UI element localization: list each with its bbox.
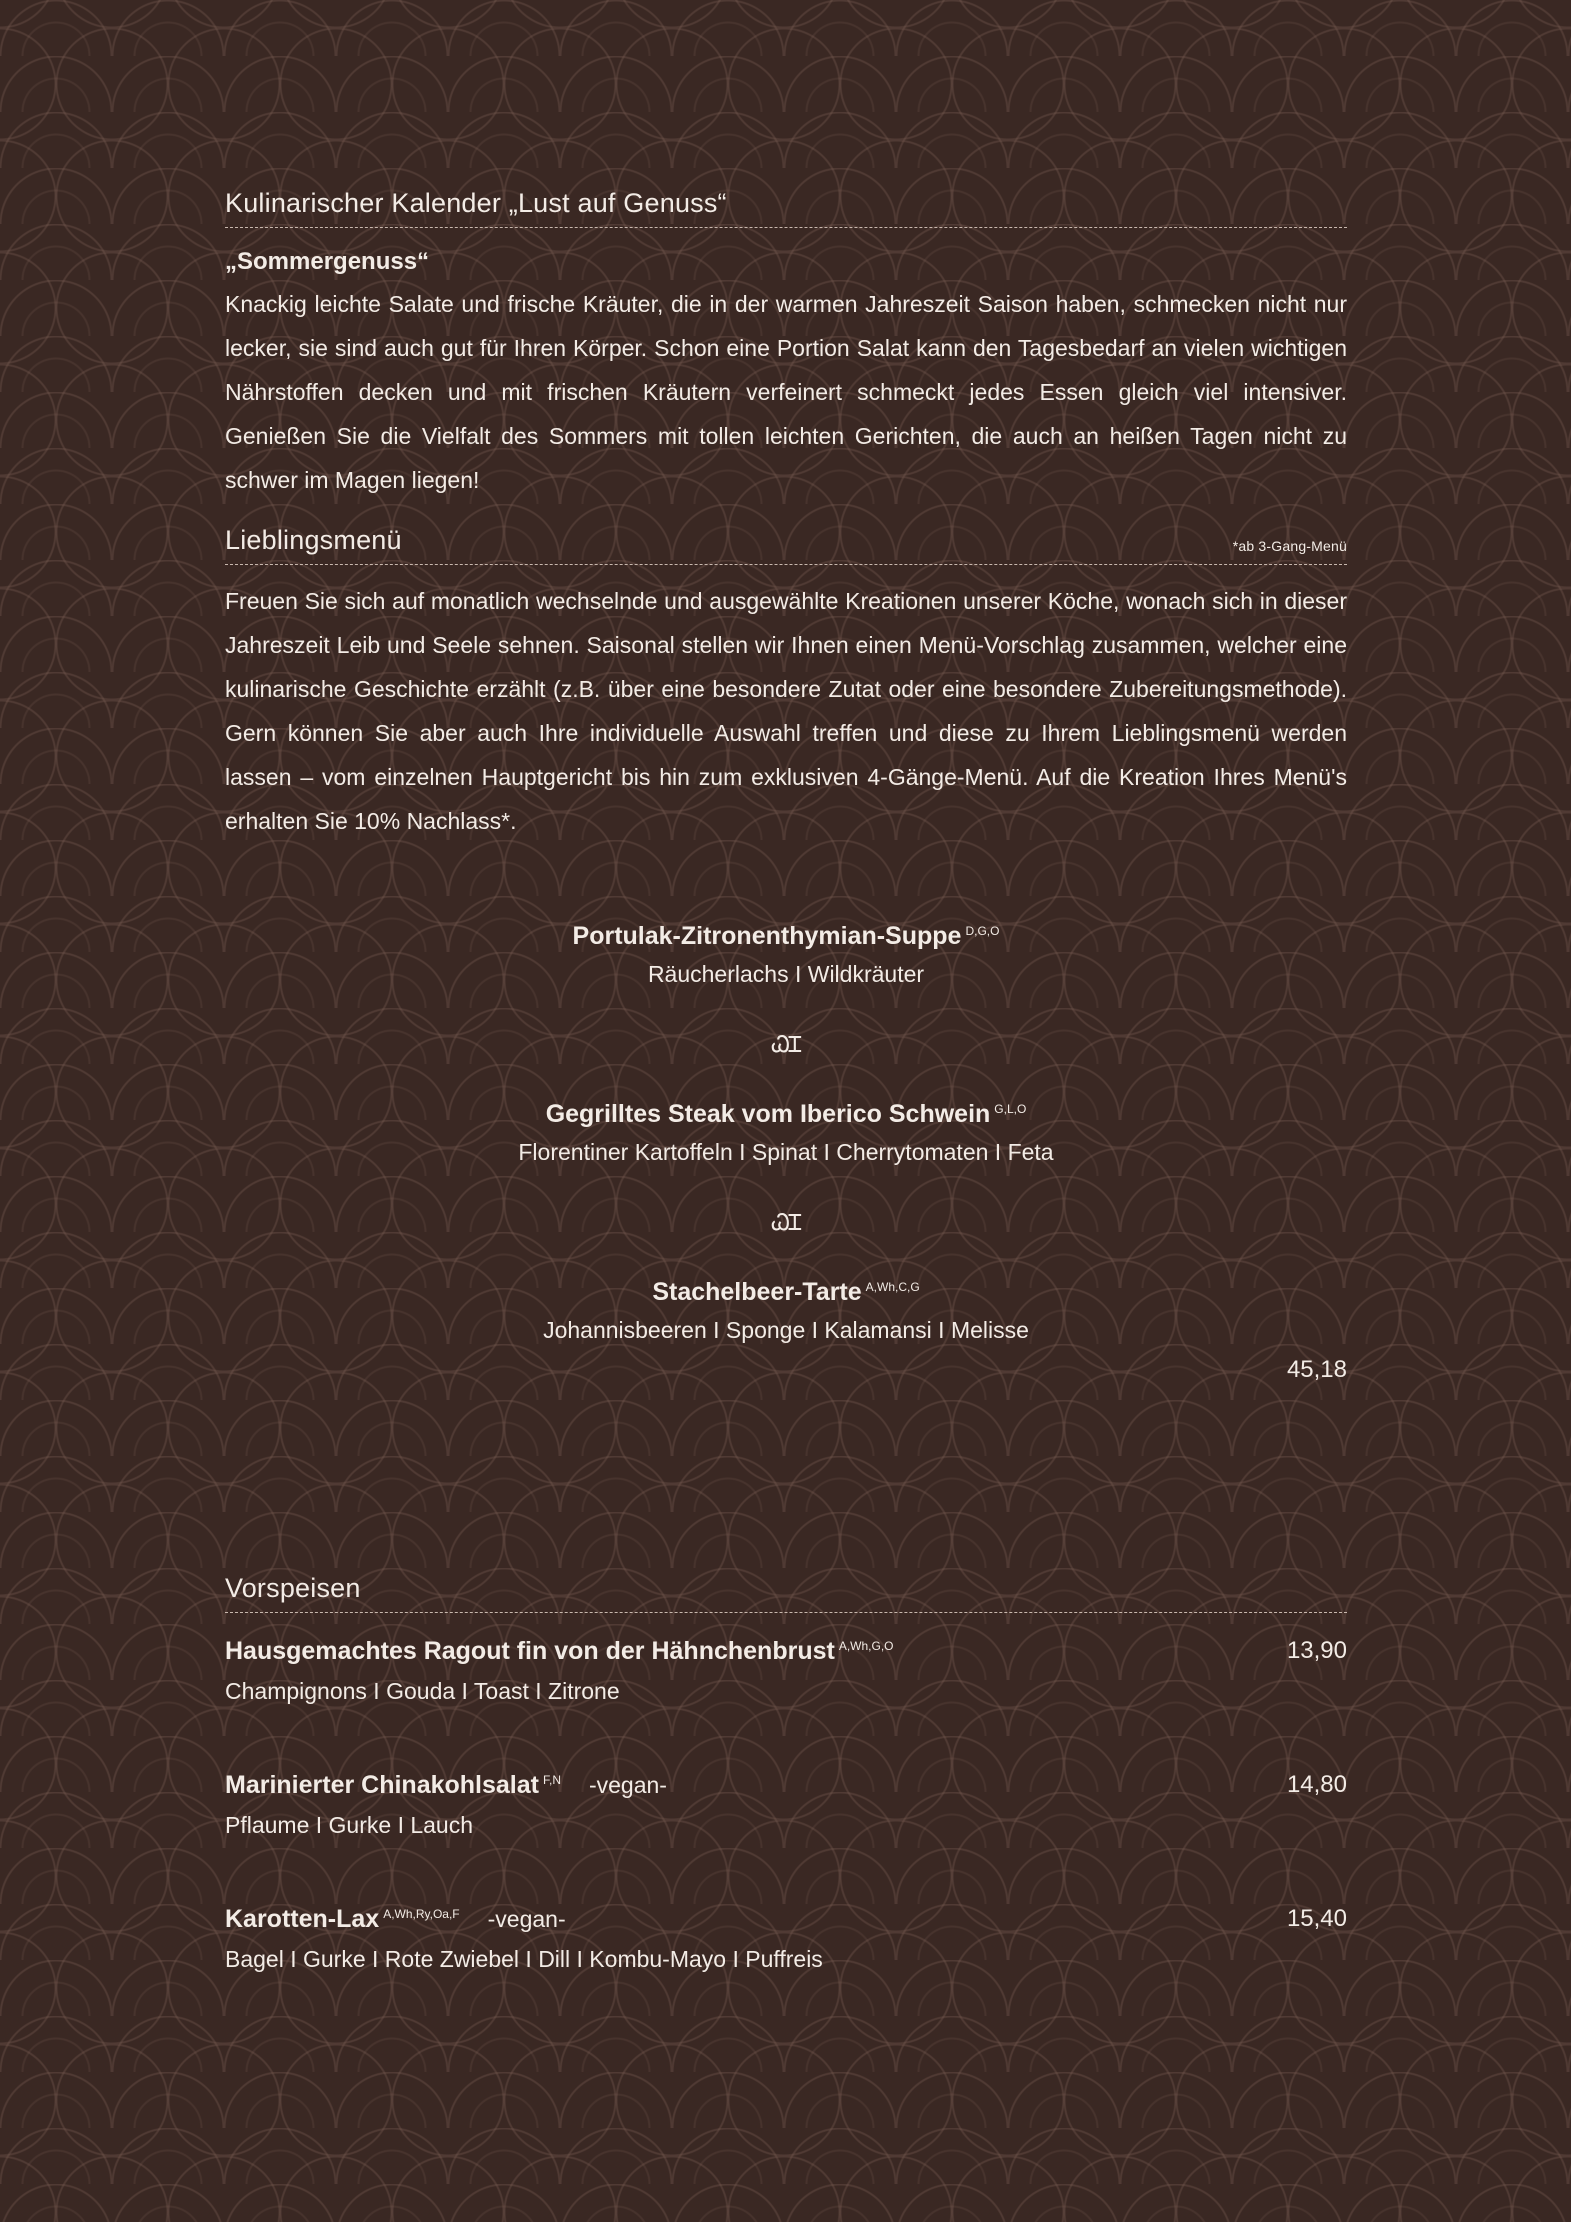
dish-name: Marinierter Chinakohlsalat $^{F,N}$ -vegan-	[225, 1771, 667, 1799]
kalender-text: Knackig leichte Salate und frische Kräuter, die in der warmen Jahreszeit Saison haben, schmecken nicht nur lecker, sie sind auch gut für Ihren Körper. Schon eine Portion Salat kann den Tagesbedarf an vielen wichtigen Nährstoffen decken und mit frischen Kräutern verfeinert schmeckt jedes Essen gleich viel intensiver. Genießen Sie die Vielfalt des Sommers mit tollen leichten Gerichten, die auch an heißen Tagen nicht zu schwer im Magen liegen!	[225, 291, 1347, 493]
lieblingsmenu-note: *ab 3-Gang-Menü	[1232, 538, 1347, 554]
kalender-section	[225, 188, 1347, 502]
dish-description: Champignons I Gouda I Toast I Zitrone	[225, 1678, 620, 1704]
dish-description: Bagel I Gurke I Rote Zwiebel I Dill I Kombu-Mayo I Puffreis	[225, 1946, 823, 1972]
course-description: Florentiner Kartoffeln I Spinat I Cherrytomaten I Feta	[518, 1139, 1054, 1165]
course-description: Johannisbeeren I Sponge I Kalamansi I Melisse	[543, 1317, 1029, 1343]
section-heading	[225, 525, 1347, 565]
lieblingsmenu-heading: Lieblingsmenü	[225, 525, 402, 555]
allergen-codes: F,N	[542, 1772, 561, 1787]
menu-course	[225, 1278, 1347, 1344]
ornament-icon: ᏇᏆ	[771, 1032, 801, 1057]
vegan-tag: -vegan-	[487, 1906, 566, 1932]
allergen-codes: A,Wh,Ry,Oa,F	[383, 1906, 460, 1921]
dish-item	[225, 1905, 1347, 1973]
kalender-heading: Kulinarischer Kalender „Lust auf Genuss“	[225, 188, 727, 218]
vorspeisen-heading: Vorspeisen	[225, 1573, 361, 1603]
lieblingsmenu-text: Freuen Sie sich auf monatlich wechselnde und ausgewählte Kreationen unserer Köche, wonach sich in dieser Jahreszeit Leib und Seele sehnen. Saisonal stellen wir Ihnen einen Menü-Vorschlag zusammen, welcher eine kulinarische Geschichte erzählt (z.B. über eine besondere Zutat oder eine besondere Zubereitungsmethode). Gern können Sie aber auch Ihre individuelle Auswahl treffen und diese zu Ihrem Lieblingsmenü werden lassen – vom einzelnen Hauptgericht bis hin zum exklusiven 4-Gänge-Menü. Auf die Kreation Ihres Menü's erhalten Sie 10% Nachlass*.	[225, 588, 1347, 834]
course-name: Stachelbeer-Tarte $^{A,Wh,C,G}$	[652, 1278, 920, 1306]
menu-courses	[225, 922, 1347, 1384]
course-name: Portulak-Zitronenthymian-Suppe $^{D,G,O}$	[572, 922, 1000, 950]
allergen-codes: A,Wh,G,O	[838, 1638, 894, 1653]
dish-price: 13,90	[1286, 1637, 1347, 1664]
allergen-codes: G,L,O	[994, 1101, 1027, 1116]
menu-course	[225, 1100, 1347, 1166]
dish-price: 14,80	[1286, 1771, 1347, 1798]
lieblingsmenu-section	[225, 525, 1347, 843]
vorspeisen-section	[225, 1573, 1347, 1973]
section-heading	[225, 188, 1347, 228]
course-name: Gegrilltes Steak vom Iberico Schwein $^{G,L,O}$	[545, 1100, 1027, 1128]
section-heading	[225, 1573, 1347, 1613]
dish-item	[225, 1637, 1347, 1705]
dish-description: Pflaume I Gurke I Lauch	[225, 1812, 474, 1838]
menu-price: 45,18	[1286, 1356, 1347, 1383]
dish-name: Hausgemachtes Ragout fin von der Hähnchenbrust $^{A,Wh,G,O}$	[225, 1637, 894, 1665]
dish-item	[225, 1771, 1347, 1839]
ornament-icon: ᏇᏆ	[771, 1210, 801, 1235]
course-description: Räucherlachs I Wildkräuter	[647, 961, 925, 987]
dish-price: 15,40	[1286, 1905, 1347, 1932]
vegan-tag: -vegan-	[588, 1772, 667, 1798]
menu-course	[225, 922, 1347, 988]
allergen-codes: D,G,O	[965, 923, 1000, 938]
allergen-codes: A,Wh,C,G	[865, 1279, 920, 1294]
kalender-subtitle: „Sommergenuss“	[225, 248, 430, 275]
dish-name: Karotten-Lax $^{A,Wh,Ry,Oa,F}$ -vegan-	[225, 1905, 566, 1933]
